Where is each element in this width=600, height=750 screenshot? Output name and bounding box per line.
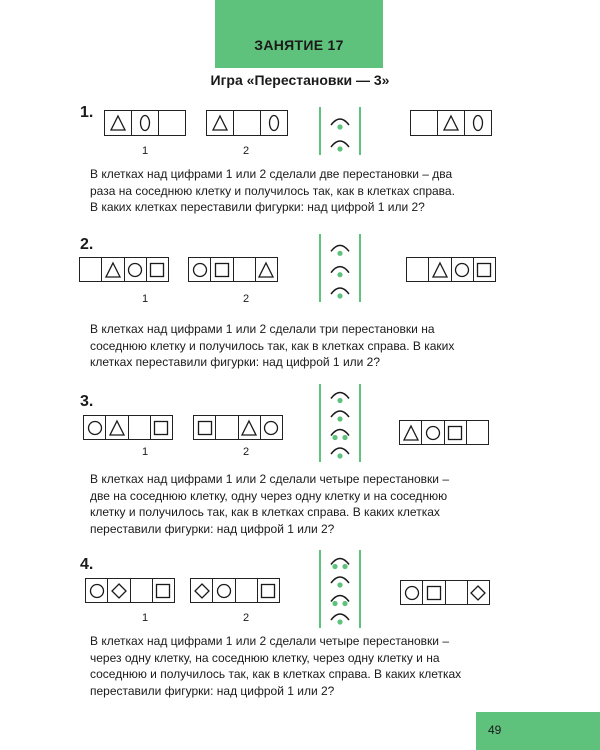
task-4-strip-3-cell [423, 581, 445, 604]
diamond-icon [111, 582, 127, 600]
task-1-strip-3-cell [465, 111, 491, 135]
task-4-strip-3-cell [468, 581, 489, 604]
circle-icon [404, 584, 420, 602]
swap-arc [331, 141, 349, 147]
swap-arc [331, 614, 349, 620]
task-4-number: 4. [80, 556, 94, 573]
page-number: 49 [488, 723, 502, 737]
square-icon [149, 261, 165, 279]
task-2-strip-2 [188, 257, 278, 282]
task-2-strip-3-cell [407, 258, 429, 281]
task-4-strip-3-cell [446, 581, 468, 604]
swap-arc [331, 267, 349, 273]
task-4-text-line: переставили фигурки: над цифрой 1 или 2? [90, 683, 335, 698]
triangle-icon [109, 419, 125, 437]
square-icon [214, 261, 230, 279]
swap-dot [337, 251, 342, 256]
oval-icon [266, 114, 282, 132]
triangle-icon [258, 261, 274, 279]
task-4-strip-2-cell [191, 579, 213, 602]
oval-icon [470, 114, 486, 132]
task-2-strip-1-cell [80, 258, 102, 281]
circle-icon [87, 419, 103, 437]
task-2-strip-1-cell [125, 258, 147, 281]
triangle-icon [241, 419, 257, 437]
task-1-number: 1. [80, 104, 94, 121]
task-2-strip-3-cell [452, 258, 474, 281]
task-4-strip-1 [85, 578, 175, 603]
task-2-strip-3-cell [474, 258, 495, 281]
swap-arc [331, 393, 349, 399]
task-3-strip-3-cell [445, 421, 467, 444]
circle-icon [216, 582, 232, 600]
task-4-strip-2-cell [213, 579, 235, 602]
square-icon [476, 261, 492, 279]
circle-icon [454, 261, 470, 279]
task-1-text-line: В клетках над цифрами 1 или 2 сделали две перестановки – два [90, 167, 453, 181]
page-number-box [476, 712, 600, 750]
task-1-strip-2 [206, 110, 288, 136]
task-3-strip-2-cell [239, 416, 261, 439]
task-2-text-line: клетках переставили фигурки: над цифрой 1 или 2? [90, 355, 381, 369]
task-1-strip-1-cell [159, 111, 185, 135]
swap-arc [331, 245, 349, 251]
game-title: Игра «Перестановки — 3» [210, 72, 390, 88]
triangle-icon [443, 114, 459, 132]
task-2-text-line: В клетках над цифрами 1 или 2 сделали три перестановки на [90, 322, 435, 336]
task-2-label-2: 2 [243, 293, 250, 305]
swap-arc [331, 559, 349, 565]
task-4-text-line: через одну клетку, на соседнюю клетку, через одну клетку и на [90, 650, 440, 665]
diamond-icon [470, 584, 486, 602]
task-3-text-line: переставили фигурки: над цифрой 1 или 2? [90, 521, 335, 536]
task-3-strip-2-cell [194, 416, 216, 439]
task-3-strip-2-cell [261, 416, 282, 439]
task-2-strip-2-cell [234, 258, 256, 281]
swap-dot [332, 564, 337, 569]
swap-dot [332, 435, 337, 440]
task-2-swap-diagram [318, 232, 362, 304]
task-2-strip-1 [79, 257, 169, 282]
task-2-strip-1-cell [102, 258, 124, 281]
task-3-strip-3 [399, 420, 489, 445]
task-1-strip-1-cell [105, 111, 132, 135]
triangle-icon [403, 424, 419, 442]
task-2-strip-2-cell [211, 258, 233, 281]
swap-dot [337, 619, 342, 624]
swap-dot [337, 398, 342, 403]
task-1-strip-2-cell [207, 111, 234, 135]
task-3-strip-1-cell [84, 416, 106, 439]
task-3-swap-diagram [318, 382, 362, 464]
oval-icon [137, 114, 153, 132]
task-4-strip-2 [190, 578, 280, 603]
swap-dot [337, 582, 342, 587]
task-1-label-2: 2 [243, 145, 250, 157]
swap-dot [342, 601, 347, 606]
circle-icon [192, 261, 208, 279]
swap-arc [331, 596, 349, 602]
task-1-strip-2-cell [234, 111, 261, 135]
triangle-icon [110, 114, 126, 132]
task-1-text-line: раза на соседнюю клетку и получилось так, как в клетках справа. [90, 183, 455, 198]
swap-dot [342, 435, 347, 440]
task-4-label-2: 2 [243, 612, 250, 624]
task-4-strip-2-cell [236, 579, 258, 602]
task-3-strip-3-cell [467, 421, 488, 444]
task-4-strip-1-cell [108, 579, 130, 602]
task-4-strip-2-cell [258, 579, 279, 602]
swap-dot [337, 293, 342, 298]
task-2-strip-3 [406, 257, 496, 282]
task-4-strip-1-cell [131, 579, 153, 602]
circle-icon [89, 582, 105, 600]
task-3-strip-1-cell [151, 416, 172, 439]
task-3-text [90, 471, 510, 537]
swap-dot [337, 146, 342, 151]
task-3-strip-2 [193, 415, 283, 440]
swap-dot [337, 124, 342, 129]
lesson-title: ЗАНЯТИЕ 17 [254, 37, 344, 53]
task-3-strip-1-cell [106, 416, 128, 439]
diamond-icon [194, 582, 210, 600]
task-4-strip-1-cell [153, 579, 174, 602]
square-icon [197, 419, 213, 437]
task-3-text-line: клетку и получилось так, как в клетках справа. В каких клетках [90, 505, 440, 519]
task-2-text [90, 321, 510, 371]
triangle-icon [212, 114, 228, 132]
square-icon [426, 584, 442, 602]
task-3-strip-1 [83, 415, 173, 440]
square-icon [260, 582, 276, 600]
task-3-text-line: две на соседнюю клетку, одну через одну клетку и на соседнюю [90, 488, 448, 503]
swap-dot [337, 453, 342, 458]
swap-arc [331, 577, 349, 583]
task-4-strip-3 [400, 580, 490, 605]
circle-icon [127, 261, 143, 279]
task-2-strip-2-cell [189, 258, 211, 281]
task-2-label-1: 1 [142, 293, 149, 305]
swap-arc [331, 119, 349, 125]
task-4-text-line: соседнюю и получилось так, как в клетках справа. В каких клетках [90, 667, 462, 681]
task-3-label-2: 2 [243, 446, 250, 458]
swap-arc [331, 411, 349, 417]
task-2-text-line: соседнюю клетку и получилось так, как в клетках справа. В каких [90, 338, 455, 353]
task-3-strip-2-cell [216, 416, 238, 439]
square-icon [447, 424, 463, 442]
task-4-strip-3-cell [401, 581, 423, 604]
swap-arc [331, 430, 349, 436]
lesson-header-box [215, 0, 383, 68]
task-4-text-line: В клетках над цифрами 1 или 2 сделали четыре перестановки – [90, 634, 450, 648]
triangle-icon [432, 261, 448, 279]
circle-icon [263, 419, 279, 437]
square-icon [155, 582, 171, 600]
task-1-strip-1 [104, 110, 186, 136]
task-3-number: 3. [80, 393, 94, 410]
task-2-strip-2-cell [256, 258, 277, 281]
task-1-strip-2-cell [261, 111, 287, 135]
task-2-strip-3-cell [429, 258, 451, 281]
task-4-label-1: 1 [142, 612, 149, 624]
task-1-text-line: В каких клетках переставили фигурки: над цифрой 1 или 2? [90, 200, 425, 214]
task-1-strip-3 [410, 110, 492, 136]
task-3-label-1: 1 [142, 446, 149, 458]
task-3-strip-3-cell [422, 421, 444, 444]
swap-arc [331, 448, 349, 454]
task-2-number: 2. [80, 236, 94, 253]
swap-arc [331, 288, 349, 294]
task-1-text [90, 166, 510, 216]
swap-dot [337, 272, 342, 277]
task-3-strip-3-cell [400, 421, 422, 444]
circle-icon [425, 424, 441, 442]
task-4-swap-diagram [318, 548, 362, 630]
task-4-strip-1-cell [86, 579, 108, 602]
triangle-icon [105, 261, 121, 279]
swap-dot [337, 416, 342, 421]
task-2-strip-1-cell [147, 258, 168, 281]
task-1-strip-3-cell [411, 111, 438, 135]
swap-dot [332, 601, 337, 606]
task-3-strip-1-cell [129, 416, 151, 439]
square-icon [153, 419, 169, 437]
task-3-text-line: В клетках над цифрами 1 или 2 сделали четыре перестановки – [90, 472, 450, 486]
task-1-swap-diagram [318, 105, 362, 157]
task-1-strip-3-cell [438, 111, 465, 135]
task-1-strip-1-cell [132, 111, 159, 135]
task-1-label-1: 1 [142, 145, 149, 157]
task-4-text [90, 633, 510, 699]
swap-dot [342, 564, 347, 569]
